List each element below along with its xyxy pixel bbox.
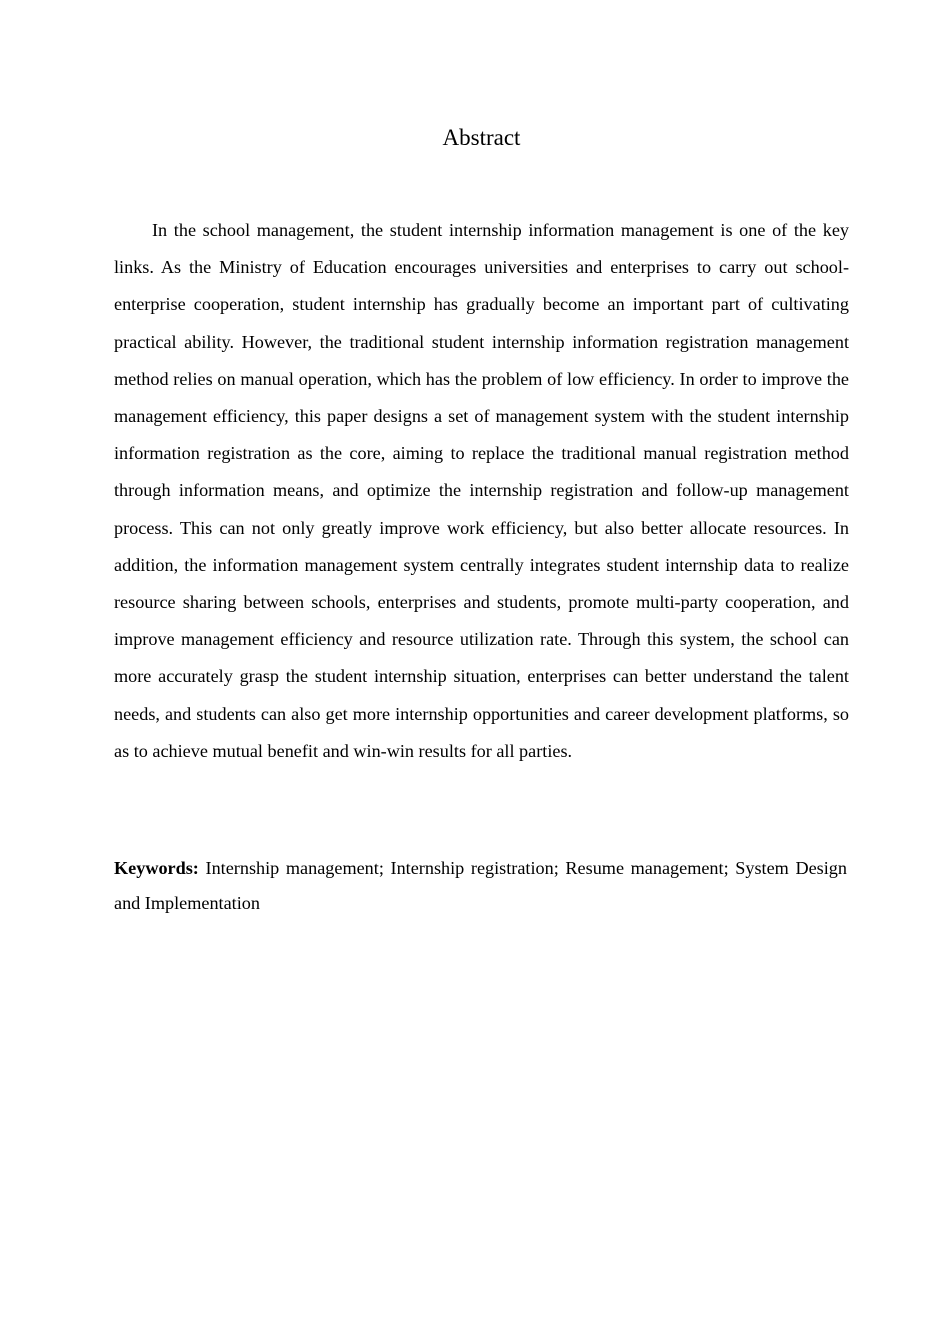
abstract-paragraph: In the school management, the student internship information management is one of the key links. As the Ministry of Education encourages universities and enterprises to carry out school-enterprise cooperation, student internship has gradually become an important part of cultivating practical ability. However, the traditional student internship information registration management method relies on manual operation, which has the problem of low efficiency. In order to improve the management efficiency, this paper designs a set of management system with the student internship information registration as the core, aiming to replace the traditional manual registration method through information means, and optimize the internship registration and follow-up management process. This can not only greatly improve work efficiency, but also better allocate resources. In addition, the information management system centrally integrates student internship data to realize resource sharing between schools, enterprises and students, promote multi-party cooperation, and improve management efficiency and resource utilization rate. Through this system, the school can more accurately grasp the student internship situation, enterprises can better understand the talent needs, and students can also get more internship opportunities and career development platforms, so as to achieve mutual benefit and win-win results for all parties. xyxy=(114,220,849,761)
keywords-text: Internship management; Internship registration; Resume management; System Design and Implementation xyxy=(114,858,847,913)
keywords-section xyxy=(114,851,847,921)
page-title: Abstract xyxy=(442,125,521,150)
keywords-label: Keywords: xyxy=(114,858,199,878)
